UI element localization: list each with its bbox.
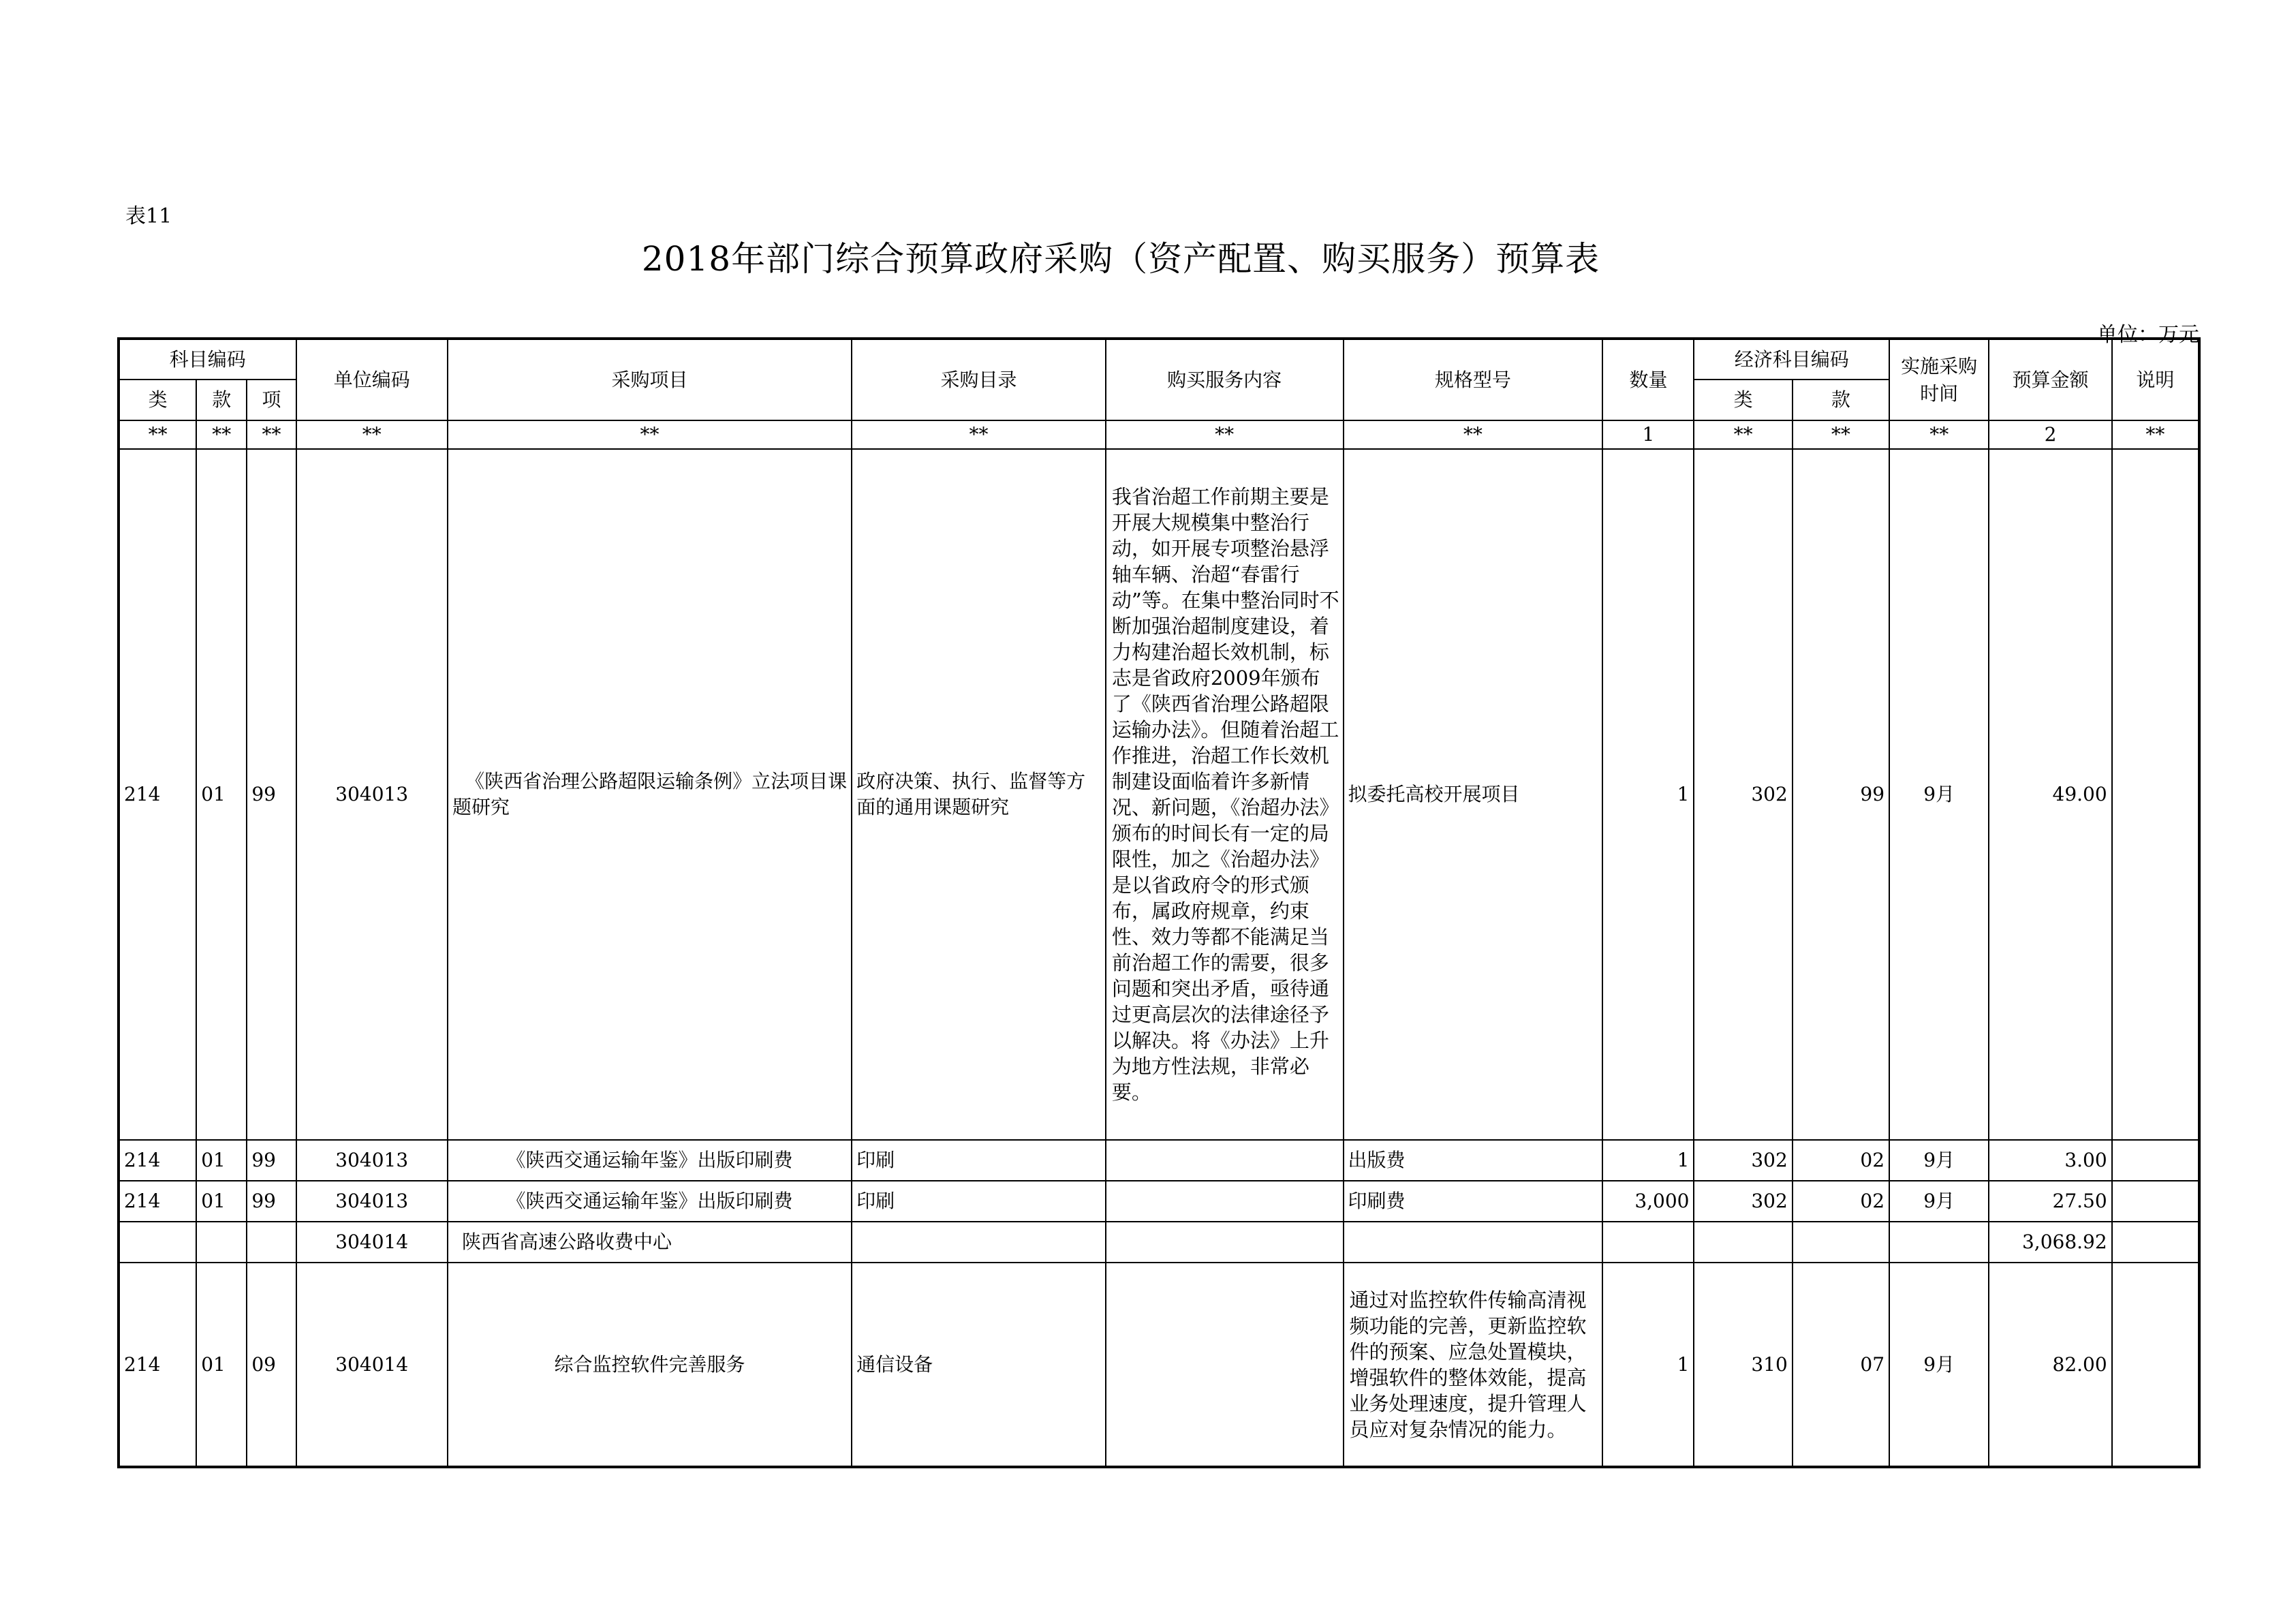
cell-econ-lei [1694, 1222, 1792, 1263]
header-time: 实施采购时间 [1889, 339, 1989, 420]
cell-service [1106, 1222, 1344, 1263]
header-qty: 数量 [1602, 339, 1694, 420]
cell-note [2112, 1140, 2199, 1181]
cell-qty: 3,000 [1602, 1181, 1694, 1222]
cell-econ-kuan: 02 [1793, 1140, 1889, 1181]
header-econ-code: 经济科目编码 [1694, 339, 1889, 380]
cell-amount: 82.00 [1989, 1263, 2111, 1467]
table-label: 表11 [125, 204, 172, 228]
cell-project: 《陕西省治理公路超限运输条例》立法项目课题研究 [448, 449, 852, 1140]
cell-amount: 49.00 [1989, 449, 2111, 1140]
cell-lei [119, 1222, 196, 1263]
table-row [119, 1140, 2199, 1181]
page-title [0, 232, 2296, 281]
cell-econ-lei: 310 [1694, 1263, 1792, 1467]
table-row [119, 1222, 2199, 1263]
cell-econ-lei: 302 [1694, 1140, 1792, 1181]
cell-econ-kuan [1793, 1222, 1889, 1263]
cell-time: 9月 [1889, 1181, 1989, 1222]
cell-project: 《陕西交通运输年鉴》出版印刷费 [448, 1140, 852, 1181]
cell-time [1889, 1222, 1989, 1263]
budget-table [117, 337, 2201, 1468]
table-row [119, 449, 2199, 1140]
cell-time: 9月 [1889, 1140, 1989, 1181]
header-xiang: 项 [247, 380, 296, 420]
cell-qty: 1 [1602, 449, 1694, 1140]
marker-cell: ** [1344, 420, 1603, 449]
header-lei: 类 [119, 380, 196, 420]
table-row [119, 1263, 2199, 1467]
cell-catalog: 政府决策、执行、监督等方面的通用课题研究 [852, 449, 1106, 1140]
header-econ-lei: 类 [1694, 380, 1792, 420]
cell-econ-kuan: 07 [1793, 1263, 1889, 1467]
cell-spec: 印刷费 [1344, 1181, 1603, 1222]
cell-lei: 214 [119, 1181, 196, 1222]
cell-unit-code: 304014 [296, 1222, 448, 1263]
cell-spec: 出版费 [1344, 1140, 1603, 1181]
cell-amount: 27.50 [1989, 1181, 2111, 1222]
cell-catalog: 印刷 [852, 1181, 1106, 1222]
marker-cell: ** [1106, 420, 1344, 449]
cell-note [2112, 449, 2199, 1140]
cell-spec: 拟委托高校开展项目 [1344, 449, 1603, 1140]
cell-spec [1344, 1222, 1603, 1263]
header-project: 采购项目 [448, 339, 852, 420]
cell-note [2112, 1263, 2199, 1467]
cell-kuan [196, 1222, 247, 1263]
cell-econ-kuan: 02 [1793, 1181, 1889, 1222]
cell-xiang: 09 [247, 1263, 296, 1467]
cell-xiang: 99 [247, 449, 296, 1140]
cell-project: 综合监控软件完善服务 [448, 1263, 852, 1467]
cell-econ-lei: 302 [1694, 1181, 1792, 1222]
marker-row [119, 420, 2199, 449]
cell-service [1106, 1181, 1344, 1222]
header-amount: 预算金额 [1989, 339, 2111, 420]
marker-cell: ** [196, 420, 247, 449]
cell-qty: 1 [1602, 1140, 1694, 1181]
cell-project: 《陕西交通运输年鉴》出版印刷费 [448, 1181, 852, 1222]
header-spec: 规格型号 [1344, 339, 1603, 420]
marker-cell: 1 [1602, 420, 1694, 449]
cell-kuan: 01 [196, 449, 247, 1140]
cell-note [2112, 1222, 2199, 1263]
header-catalog: 采购目录 [852, 339, 1106, 420]
cell-lei: 214 [119, 1140, 196, 1181]
marker-cell: ** [119, 420, 196, 449]
marker-cell: ** [1793, 420, 1889, 449]
cell-unit-code: 304013 [296, 449, 448, 1140]
header-service: 购买服务内容 [1106, 339, 1344, 420]
cell-qty: 1 [1602, 1263, 1694, 1467]
cell-service [1106, 1263, 1344, 1467]
cell-amount: 3.00 [1989, 1140, 2111, 1181]
cell-kuan: 01 [196, 1263, 247, 1467]
cell-xiang: 99 [247, 1140, 296, 1181]
cell-catalog [852, 1222, 1106, 1263]
cell-qty [1602, 1222, 1694, 1263]
cell-amount: 3,068.92 [1989, 1222, 2111, 1263]
cell-project: 陕西省高速公路收费中心 [448, 1222, 852, 1263]
cell-service: 我省治超工作前期主要是开展大规模集中整治行动，如开展专项整治悬浮轴车辆、治超“春雷行动”等。在集中整治同时不断加强治超制度建设，着力构建治超长效机制，标志是省政府2009年颁布了《陕西省治理公路超限运输办法》。但随着治超工作推进，治超工作长效机制建设面临着许多新情况、新问题，《治超办法》颁布的时间长有一定的局限性，加之《治超办法》是以省政府令的形式颁布，属政府规章，约束性、效力等都不能满足当前治超工作的需要，很多问题和突出矛盾，亟待通过更高层次的法律途径予以解决。将《办法》上升为地方性法规，非常必要。 [1106, 449, 1344, 1140]
marker-cell: ** [2112, 420, 2199, 449]
cell-time: 9月 [1889, 449, 1989, 1140]
table-row [119, 1181, 2199, 1222]
header-row-1 [119, 339, 2199, 380]
header-note: 说明 [2112, 339, 2199, 420]
cell-note [2112, 1181, 2199, 1222]
cell-spec: 通过对监控软件传输高清视频功能的完善，更新监控软件的预案、应急处置模块，增强软件的整体效能，提高业务处理速度，提升管理人员应对复杂情况的能力。 [1344, 1263, 1603, 1467]
page-title-text: 2018年部门综合预算政府采购（资产配置、购买服务）预算表 [641, 239, 1600, 279]
marker-cell: ** [296, 420, 448, 449]
cell-unit-code: 304013 [296, 1181, 448, 1222]
cell-lei: 214 [119, 1263, 196, 1467]
marker-cell: ** [1694, 420, 1792, 449]
cell-econ-lei: 302 [1694, 449, 1792, 1140]
cell-xiang [247, 1222, 296, 1263]
cell-lei: 214 [119, 449, 196, 1140]
marker-cell: 2 [1989, 420, 2111, 449]
cell-catalog: 印刷 [852, 1140, 1106, 1181]
cell-unit-code: 304014 [296, 1263, 448, 1467]
header-unit-code: 单位编码 [296, 339, 448, 420]
cell-time: 9月 [1889, 1263, 1989, 1467]
cell-kuan: 01 [196, 1181, 247, 1222]
header-subject-code: 科目编码 [119, 339, 296, 380]
cell-unit-code: 304013 [296, 1140, 448, 1181]
cell-service [1106, 1140, 1344, 1181]
cell-kuan: 01 [196, 1140, 247, 1181]
marker-cell: ** [852, 420, 1106, 449]
header-kuan: 款 [196, 380, 247, 420]
marker-cell: ** [448, 420, 852, 449]
cell-econ-kuan: 99 [1793, 449, 1889, 1140]
unit-label: 单位：万元 [2097, 323, 2199, 347]
marker-cell: ** [1889, 420, 1989, 449]
header-econ-kuan: 款 [1793, 380, 1889, 420]
cell-xiang: 99 [247, 1181, 296, 1222]
marker-cell: ** [247, 420, 296, 449]
cell-catalog: 通信设备 [852, 1263, 1106, 1467]
